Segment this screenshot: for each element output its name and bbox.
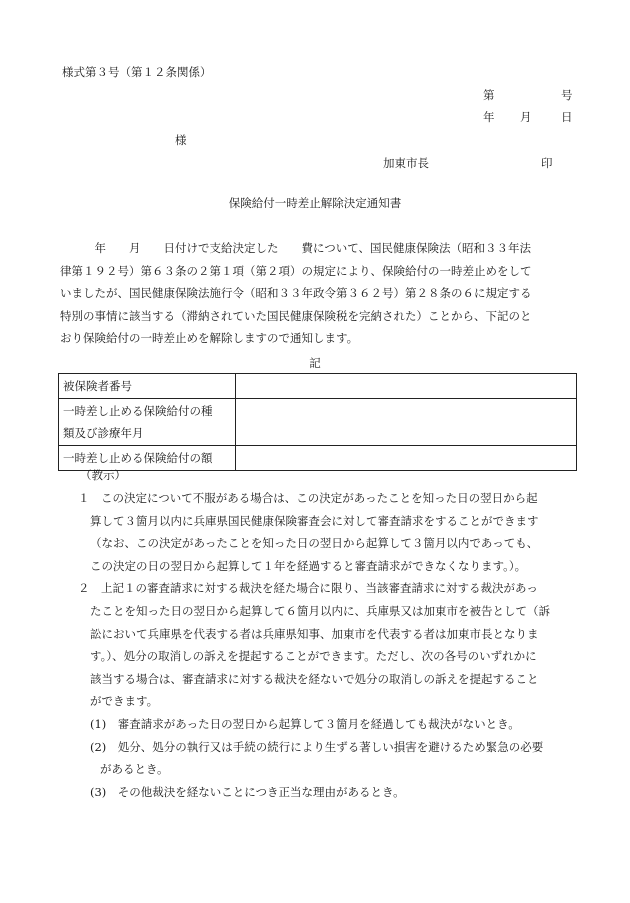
note-line: 算して３箇月以内に兵庫県国民健康保険審査会に対して審査請求をすることができます [90, 513, 539, 528]
benefit-type-label-line2: 類及び診療年月 [63, 426, 144, 440]
notes-section [60, 487, 590, 803]
note-line: (1) 審査請求があった日の翌日から起算して３箇月を経過しても裁決がないとき。 [90, 716, 520, 731]
benefit-amount-label: 一時差し止める保険給付の額 [59, 446, 236, 471]
document-title: 保険給付一時差止解除決定通知書 [228, 196, 402, 210]
note-line: １ この決定について不服がある場合は、この決定があったことを知った日の翌日から起 [78, 491, 538, 505]
seal-mark: 印 [541, 156, 553, 170]
addressee-suffix: 様 [175, 133, 187, 147]
benefit-amount-value [236, 446, 577, 471]
note-line: す。）、処分の取消しの訴えを提起することができます。ただし、次の各号のいずれかに [90, 649, 537, 664]
issuer-name: 加東市長 [383, 156, 429, 170]
note-line: があるとき。 [100, 762, 169, 777]
insured-number-value [236, 374, 577, 399]
ki-heading: 記 [309, 356, 321, 370]
body-line: 律第１９２号）第６３条の２第１項（第２項）の規定により、保険給付の一時差止めをして [60, 263, 532, 278]
note-line: 該当する場合は、審査請求に対する裁決を経ないで処分の取消しの訴えを提起すること [90, 671, 539, 686]
note-line: （なお、この決定があったことを知った日の翌日から起算して３箇月以内であっても、 [90, 536, 539, 551]
date-day: 日 [561, 110, 573, 124]
document-number-prefix: 第 [483, 88, 495, 102]
date-month: 月 [520, 110, 532, 124]
insured-number-label: 被保険者番号 [59, 374, 236, 399]
body-line: 特別の事情に該当する（滞納されていた国民健康保険税を完納された）ことから、下記のと [60, 308, 532, 323]
note-line: たことを知った日の翌日から起算して６箇月以内に、兵庫県又は加東市を被告として（訴 [90, 603, 550, 618]
note-line: ができます。 [90, 694, 159, 709]
notes-heading: （教示） [80, 468, 126, 482]
body-line: 年 月 日付けで支給決定した 費について、国民健康保険法（昭和３３年法 [60, 241, 532, 255]
note-line: この決定の日の翌日から起算して１年を経過すると審査請求ができなくなります。）。 [90, 558, 527, 573]
form-number: 様式第３号（第１２条関係） [62, 65, 212, 79]
benefit-type-value [236, 399, 577, 446]
benefit-type-label-line1: 一時差し止める保険給付の種 [63, 404, 213, 418]
benefit-type-label [59, 399, 236, 446]
table-row [59, 446, 577, 471]
record-table [58, 373, 577, 471]
body-line: おり保険給付の一時差止めを解除しますので通知します。 [60, 331, 359, 346]
body-paragraph [60, 237, 580, 350]
date-year: 年 [483, 110, 495, 124]
table-row [59, 399, 577, 446]
note-line: ２ 上記１の審査請求に対する裁決を経た場合に限り、当該審査請求に対する裁決があっ [78, 581, 538, 596]
body-line: いましたが、国民健康保険法施行令（昭和３３年政令第３６２号）第２８条の６に規定する [60, 286, 532, 301]
table-row [59, 374, 577, 399]
note-line: (2) 処分、処分の執行又は手続の続行により生ずる著しい損害を避けるため緊急の必要 [90, 739, 544, 754]
note-line: (3) その他裁決を経ないことにつき正当な理由があるとき。 [90, 784, 405, 799]
document-number-suffix: 号 [561, 88, 573, 102]
note-line: 訟において兵庫県を代表する者は兵庫県知事、加東市を代表する者は加東市長となりま [90, 626, 539, 641]
